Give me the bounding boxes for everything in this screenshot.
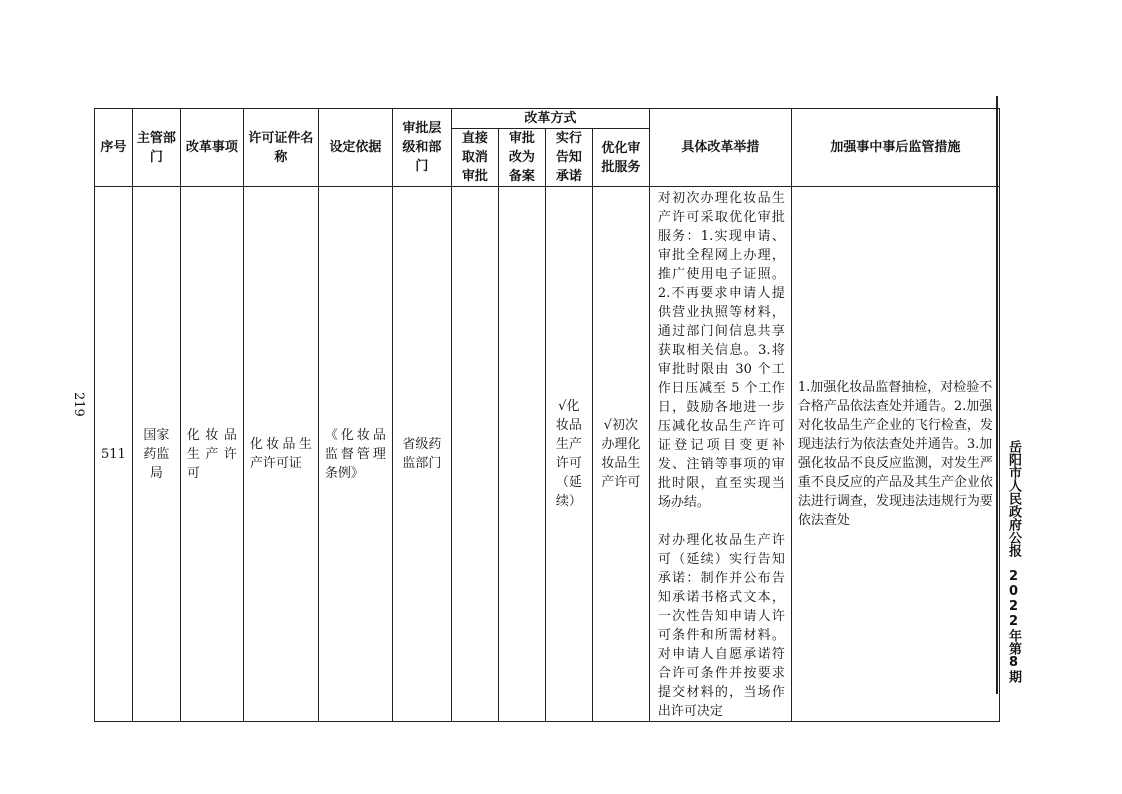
cell-basis: 《化妆品监督管理条例》 (318, 187, 392, 722)
page-number: 219 (71, 392, 86, 417)
header-level: 审批层级和部门 (392, 109, 451, 187)
header-mode-cancel: 直接取消审批 (451, 129, 498, 187)
cell-mode-filing (498, 187, 545, 722)
publication-title: 岳阳市人民政府公报 (1006, 440, 1021, 557)
header-supervision: 加强事中事后监管措施 (791, 109, 999, 187)
cell-seq: 511 (95, 187, 133, 722)
table-row (95, 187, 1000, 722)
cell-level: 省级药监部门 (392, 187, 451, 722)
measures-optimize-text: 对初次办理化妆品生产许可采取优化审批服务：1.实现申请、审批全程网上办理，推广使用电子证照。2.不再要求申请人提供营业执照等材料，通过部门间信息共享获取相关信息。3.将审批时限由 30 个工作日压减至 5 个工作日，鼓励各地进一步压减化妆品生产许可证登记项目变更补发、注销等事项的审批时限，直至实现当场办结。 (657, 191, 785, 510)
issue-label: 2022年第8期 (1006, 569, 1021, 683)
header-license: 许可证件名称 (243, 109, 318, 187)
header-mode-filing: 审批改为备案 (498, 129, 545, 187)
cell-supervision: 1.加强化妆品监督抽检，对检验不合格产品依法查处并通告。2.加强对化妆品生产企业的飞行检查，发现违法行为依法查处并通告。3.加强化妆品不良反应监测，对发生严重不良反应的产品及其生产企业依法进行调查，发现违法违规行为要依法查处 (791, 187, 999, 722)
header-basis: 设定依据 (318, 109, 392, 187)
cell-measures (649, 187, 791, 722)
cell-license: 化妆品生产许可证 (243, 187, 318, 722)
header-seq: 序号 (95, 109, 133, 187)
cell-department: 国家药监局 (132, 187, 180, 722)
reform-table (94, 108, 1000, 722)
header-measures: 具体改革举措 (649, 109, 791, 187)
header-department: 主管部门 (132, 109, 180, 187)
measures-notify-text: 对办理化妆品生产许可（延续）实行告知承诺：制作并公布告知承诺书格式文本，一次性告知申请人许可条件和所需材料。对申请人自愿承诺符合许可条件并按要求提交材料的，当场作出许可决定 (657, 533, 785, 719)
cell-mode-notify: √化妆品生产许可（延续） (545, 187, 592, 722)
header-item: 改革事项 (180, 109, 243, 187)
header-mode-notify: 实行告知承诺 (545, 129, 592, 187)
header-mode-optimize: 优化审批服务 (592, 129, 649, 187)
running-header (1003, 440, 1023, 700)
cell-item: 化妆品生产许可 (180, 187, 243, 722)
cell-mode-optimize: √初次办理化妆品生产许可 (592, 187, 649, 722)
header-reform-mode: 改革方式 (451, 109, 649, 129)
cell-mode-cancel (451, 187, 498, 722)
